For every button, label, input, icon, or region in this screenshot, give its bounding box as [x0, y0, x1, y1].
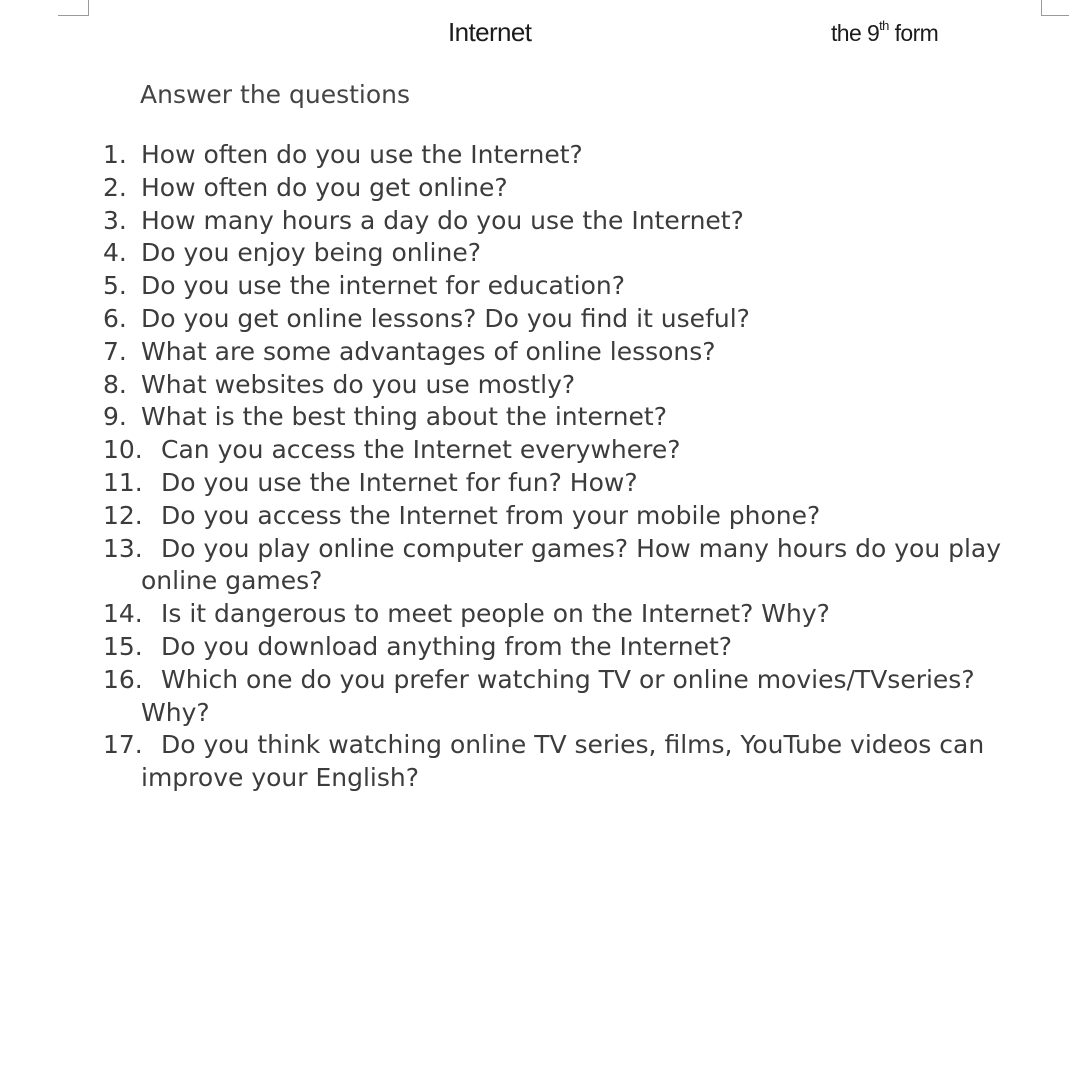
- question-number: 13.: [103, 533, 143, 563]
- question-item: [0, 729, 1011, 795]
- question-item: [0, 172, 1011, 205]
- form-label-ordinal: th: [879, 18, 889, 34]
- question-text: Do you download anything from the Internet?: [161, 631, 733, 661]
- question-number: 9.: [103, 402, 127, 432]
- question-item: [0, 401, 1011, 434]
- question-list: [0, 139, 1011, 795]
- question-text: Do you get online lessons? Do you find it useful?: [141, 303, 750, 333]
- page-corner-mark-left: [58, 0, 89, 16]
- question-number: 4.: [103, 238, 127, 268]
- question-text: How many hours a day do you use the Internet?: [141, 205, 744, 235]
- question-number: 12.: [103, 500, 143, 530]
- question-item: [0, 369, 1011, 402]
- question-text: Which one do you prefer watching TV or online movies/TVseries? Why?: [141, 664, 975, 727]
- question-item: [0, 237, 1011, 270]
- question-text: What are some advantages of online lessons?: [141, 336, 716, 366]
- form-label: [831, 18, 938, 48]
- question-number: 16.: [103, 664, 143, 694]
- question-item: [0, 303, 1011, 336]
- question-text: Do you use the internet for education?: [141, 271, 625, 301]
- question-text: How often do you get online?: [141, 172, 508, 202]
- question-number: 3.: [103, 205, 127, 235]
- form-label-suffix: form: [888, 20, 939, 46]
- question-number: 1.: [103, 140, 127, 169]
- question-item: [0, 598, 1011, 631]
- question-item: [0, 434, 1011, 467]
- question-number: 6.: [103, 303, 127, 333]
- question-number: 17.: [103, 730, 143, 760]
- question-item: [0, 139, 1011, 172]
- question-text: Do you play online computer games? How many hours do you play online games?: [141, 533, 1002, 596]
- question-text: Can you access the Internet everywhere?: [161, 435, 681, 465]
- question-item: [0, 533, 1011, 599]
- instruction-text: Answer the questions: [140, 80, 411, 109]
- question-text: Is it dangerous to meet people on the Internet? Why?: [161, 599, 830, 629]
- page-corner-mark-right: [1041, 0, 1069, 16]
- question-item: [0, 631, 1011, 664]
- question-text: Do you use the Internet for fun? How?: [161, 467, 638, 497]
- page-title: Internet: [448, 17, 532, 47]
- question-number: 8.: [103, 369, 127, 399]
- question-text: What is the best thing about the internet?: [141, 402, 667, 432]
- question-item: [0, 664, 1011, 730]
- question-item: [0, 467, 1011, 500]
- question-text: Do you think watching online TV series, films, YouTube videos can improve your English?: [141, 730, 985, 793]
- form-label-prefix: the 9: [831, 20, 880, 46]
- question-number: 11.: [103, 467, 143, 497]
- question-item: [0, 205, 1011, 238]
- question-number: 2.: [103, 172, 127, 202]
- question-number: 14.: [103, 599, 143, 629]
- question-number: 15.: [103, 631, 143, 661]
- question-number: 10.: [103, 435, 143, 465]
- question-item: [0, 270, 1011, 303]
- question-text: Do you enjoy being online?: [141, 238, 481, 268]
- question-text: How often do you use the Internet?: [141, 140, 583, 169]
- question-number: 7.: [103, 336, 127, 366]
- question-number: 5.: [103, 271, 127, 301]
- question-text: Do you access the Internet from your mobile phone?: [161, 500, 821, 530]
- question-item: [0, 336, 1011, 369]
- question-item: [0, 500, 1011, 533]
- question-text: What websites do you use mostly?: [141, 369, 576, 399]
